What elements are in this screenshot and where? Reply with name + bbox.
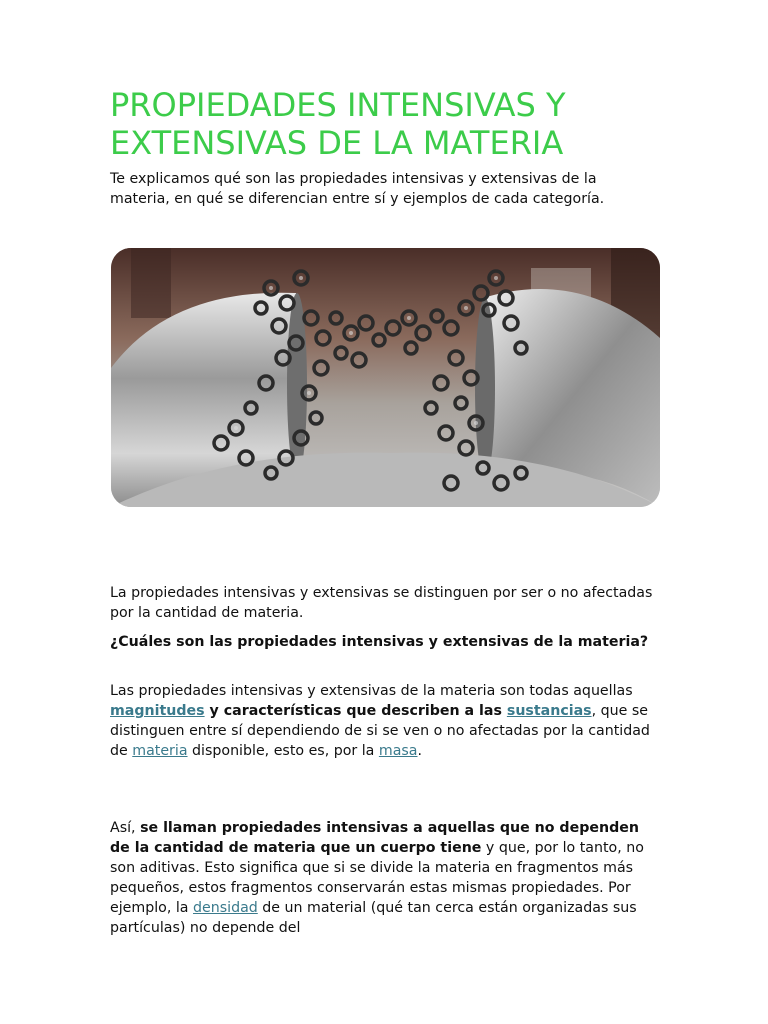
- p2-text-a: Así,: [110, 820, 141, 836]
- section-question: [110, 632, 658, 652]
- paragraph-2: [110, 818, 658, 938]
- p1-text-d: disponible, esto es, por la: [187, 743, 379, 759]
- link-sustancias[interactable]: sustancias: [506, 703, 592, 719]
- p1-text-a: Las propiedades intensivas y extensivas de la materia son todas aquellas: [110, 683, 633, 699]
- p2-text-d: de un material (qué tan cerca están organizadas sus partículas) no depende del: [110, 900, 637, 936]
- link-magnitudes[interactable]: magnitudes: [110, 703, 205, 719]
- section-question-text: ¿Cuáles son las propiedades intensivas y extensivas de la materia?: [110, 634, 649, 650]
- p1-text-e: .: [417, 743, 423, 759]
- page-title: [110, 86, 670, 162]
- title-line-2: EXTENSIVAS DE LA MATERIA: [110, 124, 564, 162]
- link-masa[interactable]: masa: [378, 743, 418, 759]
- washers-on-pipe-image: [111, 248, 660, 507]
- summary-paragraph: La propiedades intensivas y extensivas se distinguen por ser o no afectadas por la cantidad de materia.: [110, 585, 653, 621]
- paragraph-1: [110, 681, 658, 761]
- link-densidad[interactable]: densidad: [193, 900, 258, 916]
- p2-text-c: y que, por lo tanto, no son aditivas. Esto significa que si se divide la materia en fragmentos más pequeños, estos fragmentos conservarán estas mismas propiedades. Por ejemplo, la: [110, 840, 644, 916]
- p1-text-c: , que se distinguen entre sí dependiendo de si se ven o no afectadas por la cantidad de: [110, 703, 650, 759]
- p2-text-b: se llaman propiedades intensivas a aquellas que no dependen de la cantidad de materia que un cuerpo tiene: [110, 820, 639, 856]
- link-materia[interactable]: materia: [132, 743, 188, 759]
- p1-text-b: y características que describen a las: [204, 703, 507, 719]
- title-line-1: PROPIEDADES INTENSIVAS Y: [110, 86, 566, 124]
- intro-paragraph: Te explicamos qué son las propiedades intensivas y extensivas de la materia, en qué se diferencian entre sí y ejemplos de cada categoría.: [110, 171, 605, 207]
- article-photo: [111, 248, 660, 507]
